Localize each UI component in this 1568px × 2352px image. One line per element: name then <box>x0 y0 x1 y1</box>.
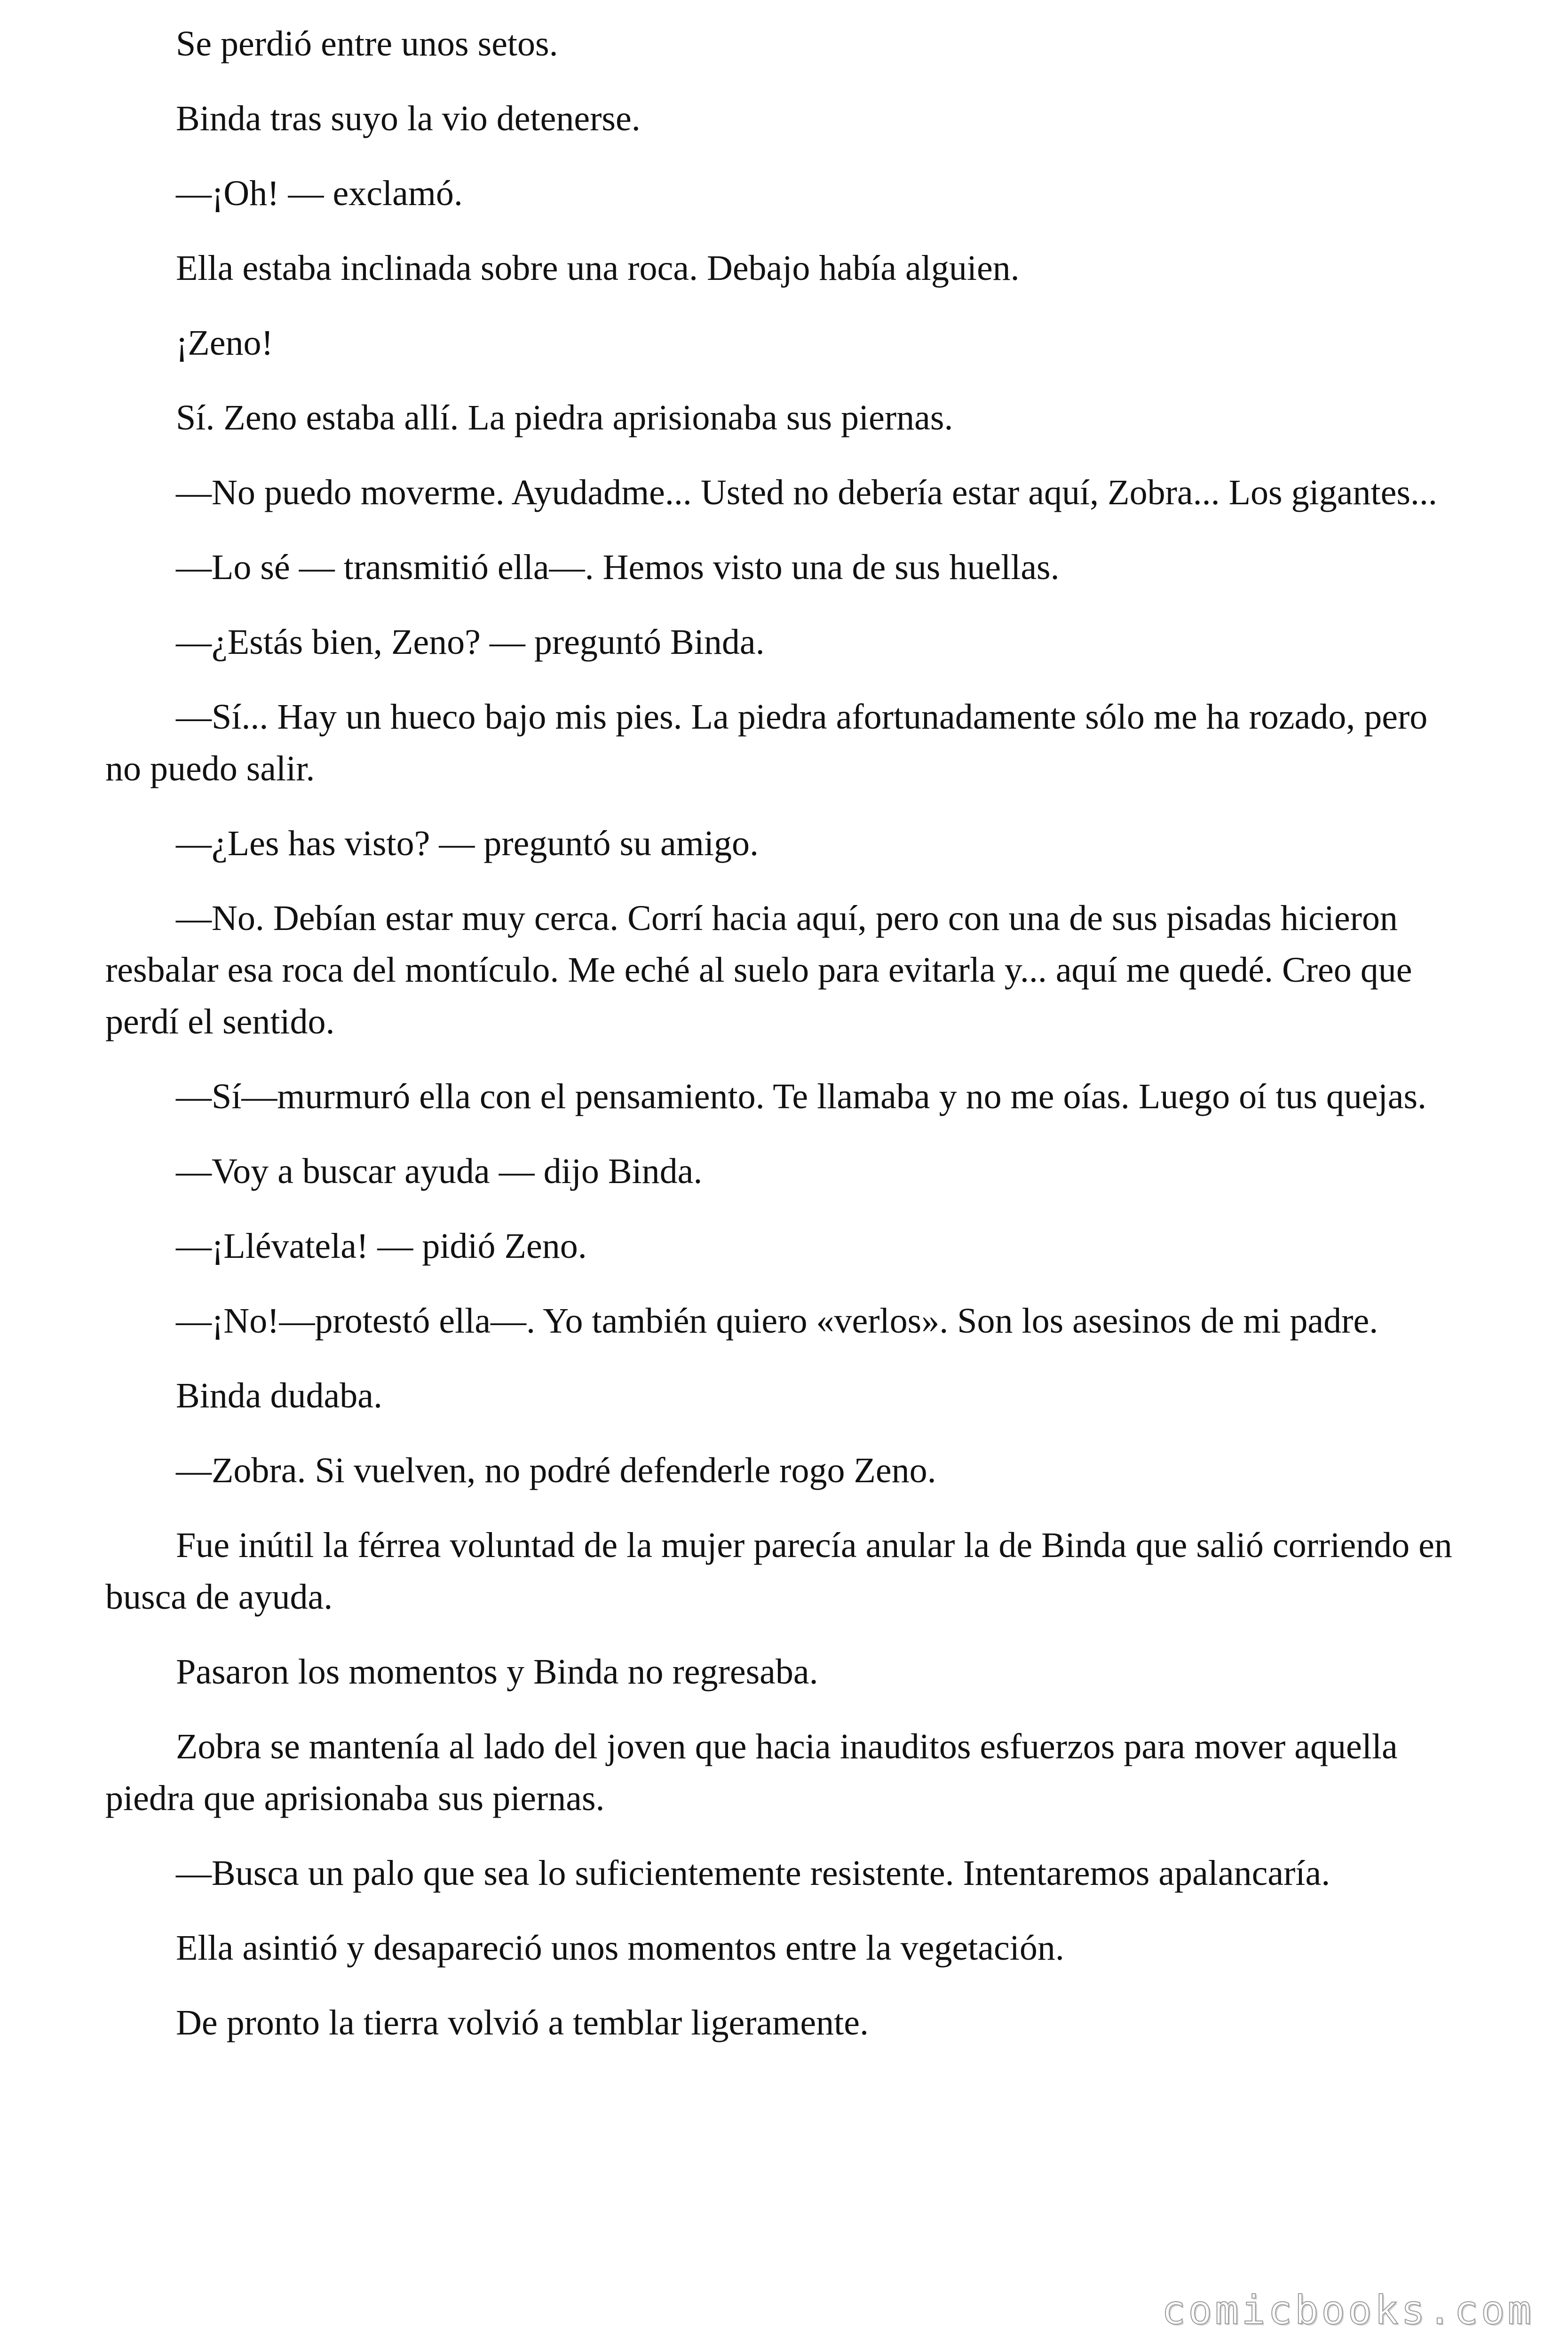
paragraph: —Voy a buscar ayuda — dijo Binda. <box>176 1152 703 1191</box>
paragraph: De pronto la tierra volvió a temblar ligeramente. <box>176 2003 869 2042</box>
paragraph: —¿Estás bien, Zeno? — preguntó Binda. <box>176 622 765 662</box>
paragraph: Ella asintió y desapareció unos momentos entre la vegetación. <box>176 1928 1064 1968</box>
paragraph: —¡Llévatela! — pidió Zeno. <box>176 1226 587 1266</box>
paragraph: —Busca un palo que sea lo suficientemente resistente. Intentaremos apalancaría. <box>176 1853 1330 1893</box>
paragraph: —No. Debían estar muy cerca. Corrí hacia aquí, pero con una de sus pisadas hicieron resbalar esa roca del montículo. Me eché al suelo para evitarla y... aquí me quedé. Creo que perdí el sentido. <box>105 898 1412 1041</box>
document-page <box>105 18 1465 2072</box>
paragraph: Sí. Zeno estaba allí. La piedra aprisionaba sus piernas. <box>176 398 953 437</box>
paragraph: —¿Les has visto? — preguntó su amigo. <box>176 824 759 863</box>
watermark-logo: comicbooks.com <box>1161 2287 1534 2333</box>
paragraph: —Zobra. Si vuelven, no podré defenderle rogo Zeno. <box>176 1451 936 1490</box>
paragraph: —¡Oh! — exclamó. <box>176 174 463 213</box>
paragraph: Pasaron los momentos y Binda no regresaba. <box>176 1652 818 1692</box>
paragraph: Binda tras suyo la vio detenerse. <box>176 99 641 138</box>
paragraph: Ella estaba inclinada sobre una roca. Debajo había alguien. <box>176 248 1020 288</box>
paragraph: Binda dudaba. <box>176 1376 383 1415</box>
paragraph: —Sí—murmuró ella con el pensamiento. Te llamaba y no me oías. Luego oí tus quejas. <box>176 1077 1427 1116</box>
paragraph: Zobra se mantenía al lado del joven que hacia inauditos esfuerzos para mover aquella piedra que aprisionaba sus piernas. <box>105 1727 1398 1818</box>
paragraph: —Lo sé — transmitió ella—. Hemos visto una de sus huellas. <box>176 548 1060 587</box>
paragraph: ¡Zeno! <box>176 323 273 363</box>
paragraph: —Sí... Hay un hueco bajo mis pies. La piedra afortunadamente sólo me ha rozado, pero no puedo salir. <box>105 697 1428 788</box>
paragraph: Se perdió entre unos setos. <box>176 24 558 64</box>
paragraph: —No puedo moverme. Ayudadme... Usted no debería estar aquí, Zobra... Los gigantes... <box>176 473 1437 512</box>
paragraph: Fue inútil la férrea voluntad de la mujer parecía anular la de Binda que salió corriendo en busca de ayuda. <box>105 1526 1452 1617</box>
paragraph: —¡No!—protestó ella—. Yo también quiero «verlos». Son los asesinos de mi padre. <box>176 1301 1378 1341</box>
